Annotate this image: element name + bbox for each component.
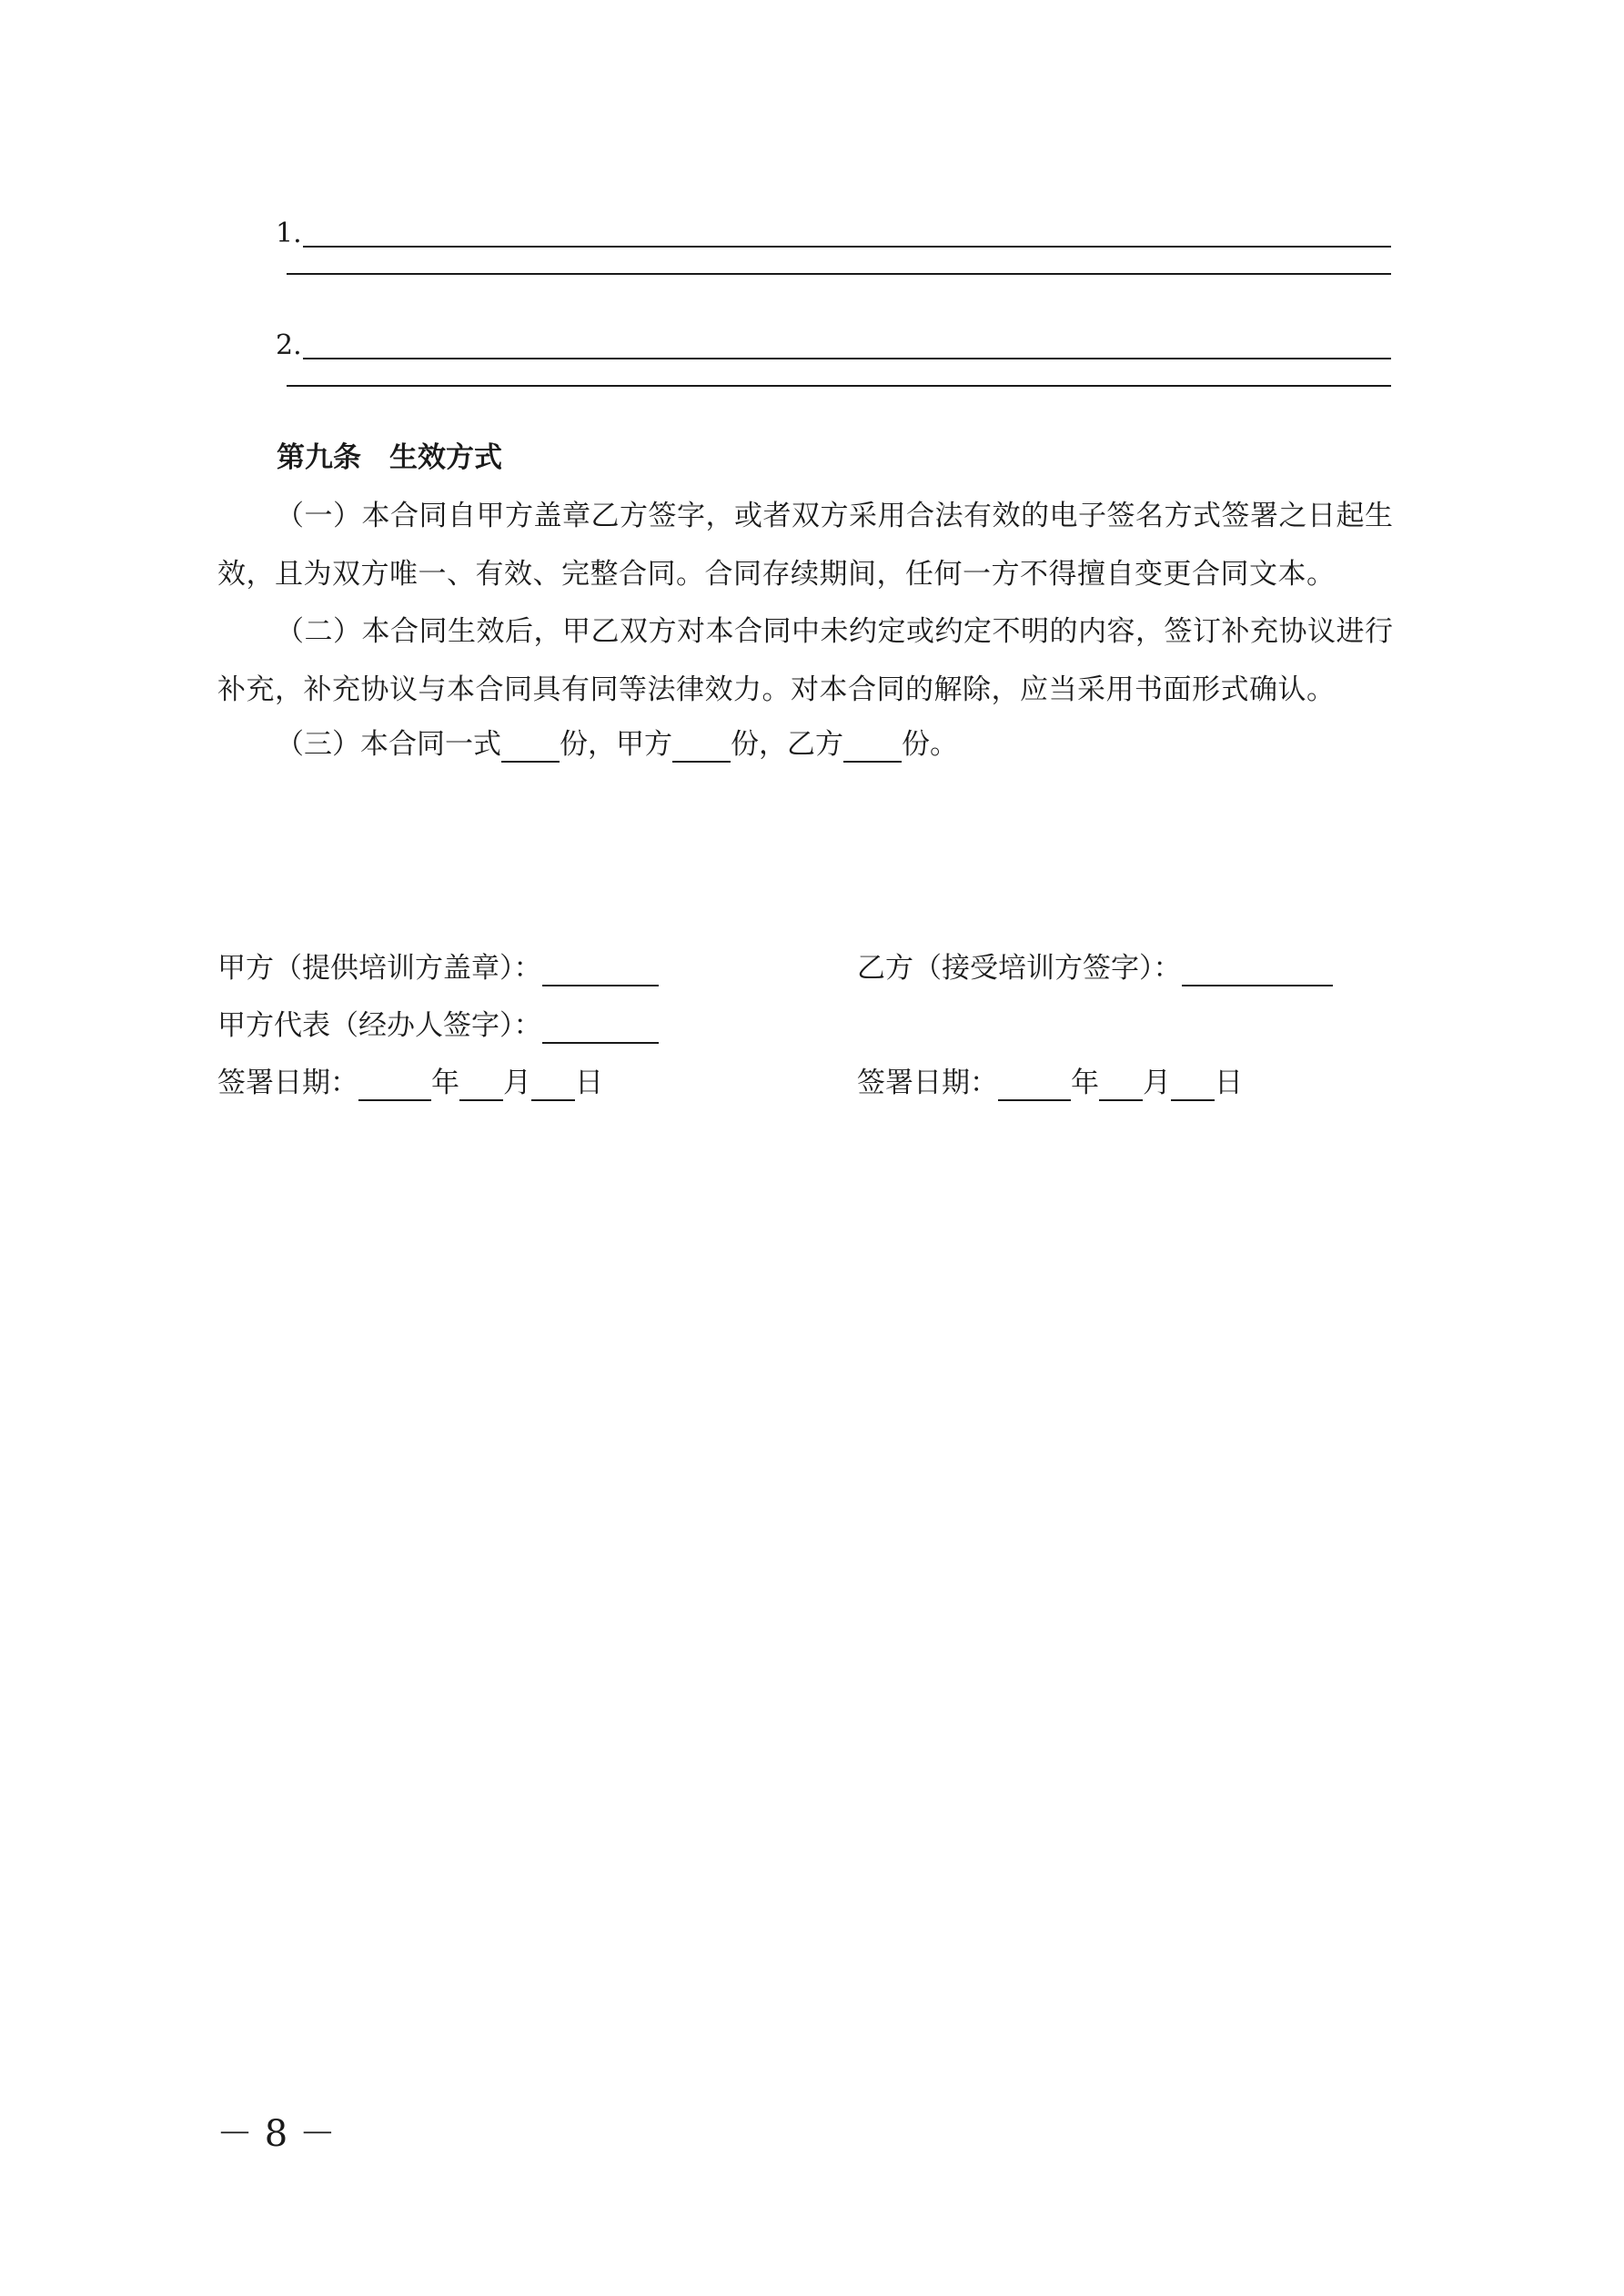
party-a-date xyxy=(217,1065,603,1101)
copies-prefix: （三）本合同一式 xyxy=(276,728,501,761)
year-blank[interactable] xyxy=(358,1072,431,1101)
fill-line[interactable] xyxy=(303,246,1391,248)
blank-item-2 xyxy=(276,329,1391,361)
party-a-rep-label: 甲方代表（经办人签字）： xyxy=(217,1009,542,1042)
month-label: 月 xyxy=(503,1067,531,1099)
copies-party-b-blank[interactable] xyxy=(843,733,902,763)
fill-line[interactable] xyxy=(303,358,1391,359)
copies-unit-end: 份。 xyxy=(902,728,958,761)
party-a-seal-blank[interactable] xyxy=(542,957,659,986)
year-blank[interactable] xyxy=(998,1072,1071,1101)
year-label: 年 xyxy=(1071,1067,1099,1099)
fill-line[interactable] xyxy=(287,385,1391,387)
blank-item-1 xyxy=(276,217,1391,249)
date-label: 签署日期： xyxy=(857,1067,998,1099)
fill-line[interactable] xyxy=(287,273,1391,275)
item-number: 1. xyxy=(276,217,302,249)
month-blank[interactable] xyxy=(1099,1072,1143,1101)
date-label: 签署日期： xyxy=(217,1067,358,1099)
page-number: － 8 － xyxy=(217,2113,336,2155)
paragraph-1: （一）本合同自甲方盖章乙方签字，或者双方采用合法有效的电子签名方式签署之日起生效，且为双方唯一、有效、完整合同。合同存续期间，任何一方不得擅自变更合同文本。 xyxy=(217,500,1394,591)
year-label: 年 xyxy=(431,1067,459,1099)
blank-item-2-continuation xyxy=(287,385,1391,387)
paragraph-2: （二）本合同生效后，甲乙双方对本合同中未约定或约定不明的内容，签订补充协议进行补充，补充协议与本合同具有同等法律效力。对本合同的解除，应当采用书面形式确认。 xyxy=(217,615,1394,706)
party-a-representative xyxy=(217,1007,659,1044)
month-label: 月 xyxy=(1143,1067,1171,1099)
copies-party-a-blank[interactable] xyxy=(672,733,731,763)
copies-unit-b: 份，乙方 xyxy=(731,728,843,761)
blank-item-1-continuation xyxy=(287,273,1391,275)
article-title: 第九条 生效方式 xyxy=(277,441,502,474)
day-blank[interactable] xyxy=(1171,1072,1215,1101)
copies-unit-a: 份，甲方 xyxy=(560,728,672,761)
party-b-signature-blank[interactable] xyxy=(1182,957,1333,986)
month-blank[interactable] xyxy=(459,1072,503,1101)
party-b-date xyxy=(857,1065,1243,1101)
day-label: 日 xyxy=(1215,1067,1243,1099)
copies-total-blank[interactable] xyxy=(501,733,560,763)
party-a-seal xyxy=(217,950,659,986)
party-b-label: 乙方（接受培训方签字）： xyxy=(857,952,1182,985)
day-blank[interactable] xyxy=(531,1072,575,1101)
day-label: 日 xyxy=(575,1067,603,1099)
item-number: 2. xyxy=(276,329,302,361)
copies-line xyxy=(276,726,958,763)
party-a-label: 甲方（提供培训方盖章）： xyxy=(217,952,542,985)
party-b-signature xyxy=(857,950,1333,986)
party-a-rep-blank[interactable] xyxy=(542,1015,659,1044)
